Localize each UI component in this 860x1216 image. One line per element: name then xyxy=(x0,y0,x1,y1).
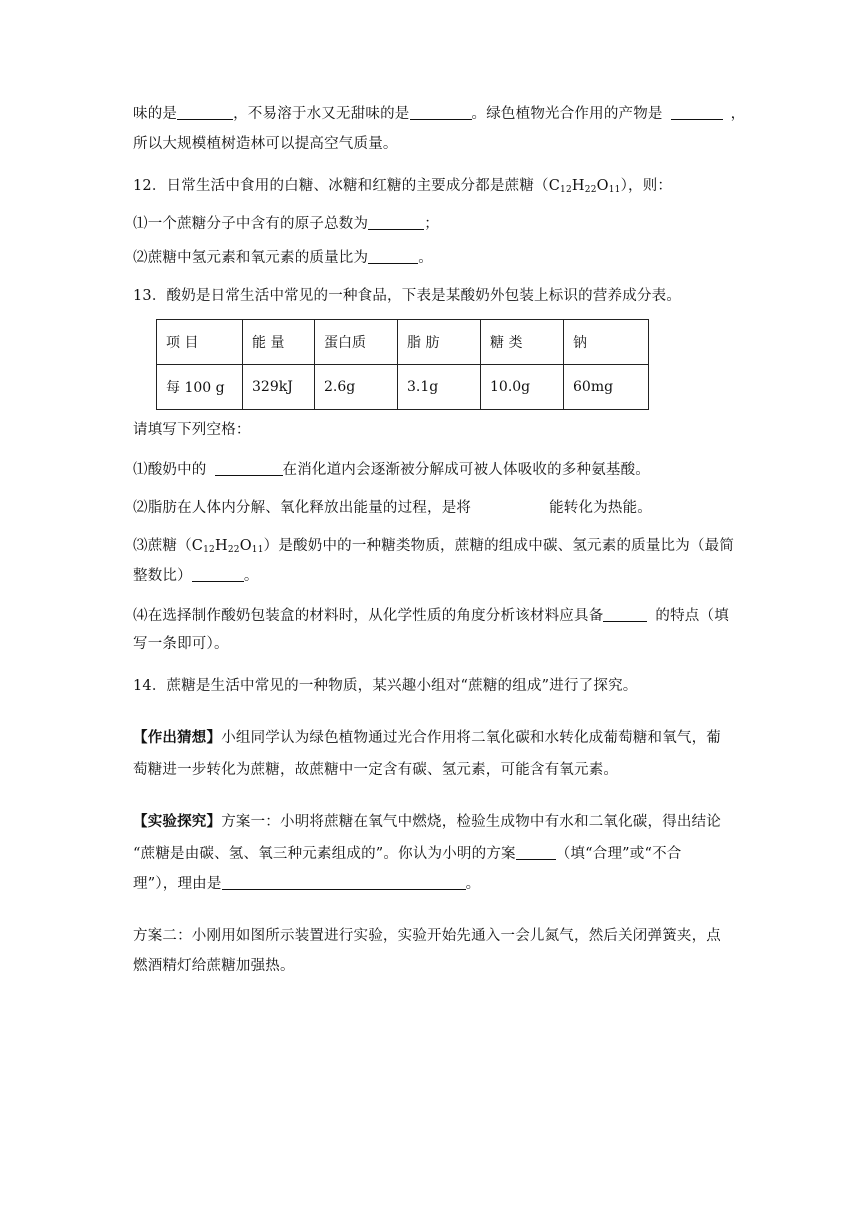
q13-part-4-line-2: 写一条即可）。 xyxy=(133,636,229,652)
table-cell: 60mg xyxy=(564,365,649,410)
q13-sub-2: 22 xyxy=(227,545,240,555)
q13-blank-1[interactable] xyxy=(215,461,283,476)
q14-exp-text-b: “蔗糖是由碳、氢、氧三种元素组成的”。你认为小明的方案 xyxy=(133,846,516,862)
q14-blank-1[interactable] xyxy=(516,845,556,860)
q13-intro: 13．酸奶是日常生活中常见的一种食品，下表是某酸奶外包装上标识的营养成分表。 xyxy=(133,288,682,304)
q14-exp-text-d: 理”），理由是 xyxy=(133,876,222,892)
nutrition-table xyxy=(156,319,649,410)
q13-part-3-text-b: ）是酸奶中的一种糖类物质，蔗糖的组成中碳、氢元素的质量比为（最简 xyxy=(263,538,735,554)
table-cell: 329kJ xyxy=(243,365,315,410)
q13-blank-3[interactable] xyxy=(192,567,244,582)
q14-plan2-line-1: 方案二：小刚用如图所示装置进行实验，实验开始先通入一会儿氮气，然后关闭弹簧夹，点 xyxy=(133,928,721,944)
table-cell: 3.1g xyxy=(398,365,481,410)
q13-part-4-line-1 xyxy=(133,606,733,626)
q12-intro-text-a: 12．日常生活中食用的白糖、冰糖和红糖的主要成分都是蔗糖（C xyxy=(133,178,561,194)
q13-sub-1: 12 xyxy=(203,545,215,555)
q12-part-1-text: ⑴一个蔗糖分子中含有的原子总数为 xyxy=(133,216,369,232)
q11-blank-2[interactable] xyxy=(410,105,472,120)
q11-text-c: 。绿色植物光合作用的产物是 xyxy=(471,106,663,122)
q14-exp-line-3 xyxy=(133,874,733,894)
table-cell: 2.6g xyxy=(315,365,398,410)
table-header-cell: 能 量 xyxy=(243,320,315,365)
q14-exp-label: 【实验探究】 xyxy=(133,813,222,830)
table-header-row xyxy=(157,320,649,365)
q11-line-1 xyxy=(133,104,746,124)
q12-sub-1: 12 xyxy=(560,185,572,195)
q13-part-1-text-b: 在消化道内会逐渐被分解成可被人体吸收的多种氨基酸。 xyxy=(282,462,650,478)
table-row xyxy=(157,365,649,410)
q14-guess-line-2: 萄糖进一步转化为蔗糖，故蔗糖中一定含有碳、氢元素，可能含有氧元素。 xyxy=(133,762,619,778)
q11-blank-1[interactable] xyxy=(177,105,233,120)
q14-guess-label: 【作出猜想】 xyxy=(133,729,222,746)
q12-h: H xyxy=(571,178,585,194)
q12-part-2 xyxy=(133,248,733,268)
q13-sub-3: 11 xyxy=(251,545,264,555)
q13-part-1-text-a: ⑴酸奶中的 xyxy=(133,462,207,478)
q13-part-2-text-b: 能转化为热能。 xyxy=(549,500,653,516)
q11-text-d: ， xyxy=(730,106,746,122)
q12-sub-2: 22 xyxy=(584,185,597,195)
q13-part-3-line-1 xyxy=(133,536,733,556)
q12-intro-text-b: ），则： xyxy=(620,178,673,194)
q11-text-a: 味的是 xyxy=(133,106,178,122)
table-cell: 每 100 g xyxy=(157,365,243,410)
q14-exp-line-1 xyxy=(133,812,733,832)
q12-part-1 xyxy=(133,214,733,234)
q14-exp-text-e: 。 xyxy=(465,876,481,892)
q11-line-2: 所以大规模植树造林可以提高空气质量。 xyxy=(133,136,398,152)
q13-part-3-text-c: 整数比） xyxy=(133,568,192,584)
q11-blank-3[interactable] xyxy=(671,105,723,120)
q13-part-4-text-b: 的特点（填 xyxy=(655,608,729,624)
q14-guess-text-a: 小组同学认为绿色植物通过光合作用将二氧化碳和水转化成葡萄糖和氧气，葡 xyxy=(221,730,721,746)
q13-part-2 xyxy=(133,498,733,518)
q14-exp-text-a: 方案一：小明将蔗糖在氧气中燃烧，检验生成物中有水和二氧化碳，得出结论 xyxy=(221,814,721,830)
q13-part-3-line-2 xyxy=(133,566,733,586)
q13-part-3-text-d: 。 xyxy=(243,568,259,584)
q13-part-2-text-a: ⑵脂肪在人体内分解、氧化释放出能量的过程，是将 xyxy=(133,500,472,516)
q12-o: O xyxy=(596,178,609,194)
q14-blank-2[interactable] xyxy=(222,875,466,890)
q12-part-1-end: ； xyxy=(424,216,439,232)
q14-exp-text-c: （填“合理”或“不合 xyxy=(555,846,682,862)
q13-part-4-text-a: ⑷在选择制作酸奶包装盒的材料时，从化学性质的角度分析该材料应具备 xyxy=(133,608,604,624)
q14-guess-line-1 xyxy=(133,728,733,748)
table-header-cell: 脂 肪 xyxy=(398,320,481,365)
table-header-cell: 蛋白质 xyxy=(315,320,398,365)
q12-blank-1[interactable] xyxy=(368,215,424,230)
q13-part-1 xyxy=(133,460,733,480)
table-header-cell: 糖 类 xyxy=(481,320,564,365)
table-header-cell: 项 目 xyxy=(157,320,243,365)
q13-instruction: 请填写下列空格： xyxy=(133,422,251,438)
q13-blank-4[interactable] xyxy=(603,607,647,622)
q12-intro xyxy=(133,176,733,196)
q12-part-2-text: ⑵蔗糖中氢元素和氧元素的质量比为 xyxy=(133,250,369,266)
q12-blank-2[interactable] xyxy=(368,249,418,264)
q12-sub-3: 11 xyxy=(608,185,621,195)
table-header-cell: 钠 xyxy=(564,320,649,365)
q12-part-2-end: 。 xyxy=(418,250,433,266)
q14-intro: 14．蔗糖是生活中常见的一种物质，某兴趣小组对“蔗糖的组成”进行了探究。 xyxy=(133,678,638,694)
q14-plan2-line-2: 燃酒精灯给蔗糖加强热。 xyxy=(133,958,295,974)
q13-part-3-text-a: ⑶蔗糖（C xyxy=(133,538,204,554)
q13-o: O xyxy=(239,538,252,554)
table-cell: 10.0g xyxy=(481,365,564,410)
q13-h: H xyxy=(214,538,228,554)
q11-text-b: ，不易溶于水又无甜味的是 xyxy=(233,106,410,122)
q14-exp-line-2 xyxy=(133,844,733,864)
